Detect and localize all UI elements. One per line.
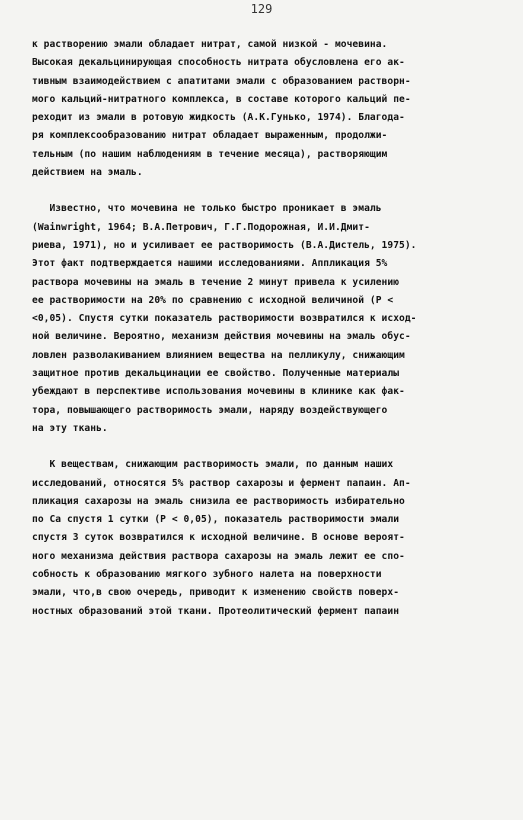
text-line: по Ca спустя 1 сутки (Р < 0,05), показатель растворимости эмали — [32, 514, 400, 526]
text-line: <0,05). Спустя сутки показатель растворимости возвратился к исход- — [32, 313, 417, 325]
text-line: ее растворимости на 20% по сравнению с исходной величиной (Р < — [32, 294, 394, 306]
text-line: собность к образованию мягкого зубного налета на поверхности — [32, 569, 382, 581]
text-line: раствора мочевины на эмаль в течение 2 минут привела к усилению — [32, 276, 400, 288]
text-line: эмали, что,в свою очередь, приводит к изменению свойств поверх- — [32, 587, 400, 599]
text-line: тора, повышающего растворимость эмали, наряду воздействующего — [32, 404, 388, 416]
text-line: риева, 1971), но и усиливает ее растворимость (В.А.Дистель, 1975). — [32, 239, 417, 251]
text-line: спустя 3 суток возвратился к исходной величине. В основе вероят- — [32, 532, 405, 544]
text-line: на эту ткань. — [32, 422, 108, 434]
text-line: к растворению эмали обладает нитрат, самой низкой - мочевина. — [32, 39, 388, 50]
text-line: ностных образований этой ткани. Протеолитический фермент папаин — [32, 605, 400, 617]
paragraph — [32, 200, 509, 438]
text-line: ной величине. Вероятно, механизм действия мочевины на эмаль обус- — [32, 331, 411, 343]
text-line: Этот факт подтверждается нашими исследованиями. Аппликация 5% — [32, 258, 388, 270]
text-line: тельным (по нашим наблюдениям в течение месяца), растворяющим — [32, 148, 388, 160]
text-line: Известно, что мочевина не только быстро проникает в эмаль — [32, 203, 382, 215]
body-text — [32, 36, 509, 621]
paragraph — [32, 456, 509, 621]
text-line: мого кальций-нитратного комплекса, в составе которого кальций пе- — [32, 93, 411, 105]
text-line: пликация сахарозы на эмаль снизила ее растворимость избирательно — [32, 495, 405, 507]
text-line: ного механизма действия раствора сахарозы на эмаль лежит ее спо- — [32, 550, 405, 562]
text-line: К веществам, снижающим растворимость эмали, по данным наших — [32, 459, 394, 471]
text-line: тивным взаимодействием с апатитами эмали с образованием растворн- — [32, 75, 411, 87]
text-line: защитное против декальцинации ее свойство. Полученные материалы — [32, 368, 400, 380]
text-line: действием на эмаль. — [32, 167, 143, 179]
text-line: исследований, относятся 5% раствор сахарозы и фермент папаин. Ап- — [32, 477, 411, 489]
text-line: (Wainwright, 1964; В.А.Петрович, Г.Г.Подорожная, И.И.Дмит- — [32, 221, 370, 233]
page-number: 129 — [250, 2, 273, 16]
text-line: ловлен разволакиванием влиянием вещества на пелликулу, снижающим — [32, 349, 405, 361]
text-line: убеждают в перспективе использования мочевины в клинике как фак- — [32, 386, 405, 398]
text-line: Высокая декальцинирующая способность нитрата обусловлена его ак- — [32, 57, 405, 69]
paragraph — [32, 36, 509, 182]
text-line: ря комплексообразованию нитрат обладает выраженным, продолжи- — [32, 130, 388, 142]
text-line: реходит из эмали в ротовую жидкость (А.К.Гунько, 1974). Благода- — [32, 112, 405, 124]
